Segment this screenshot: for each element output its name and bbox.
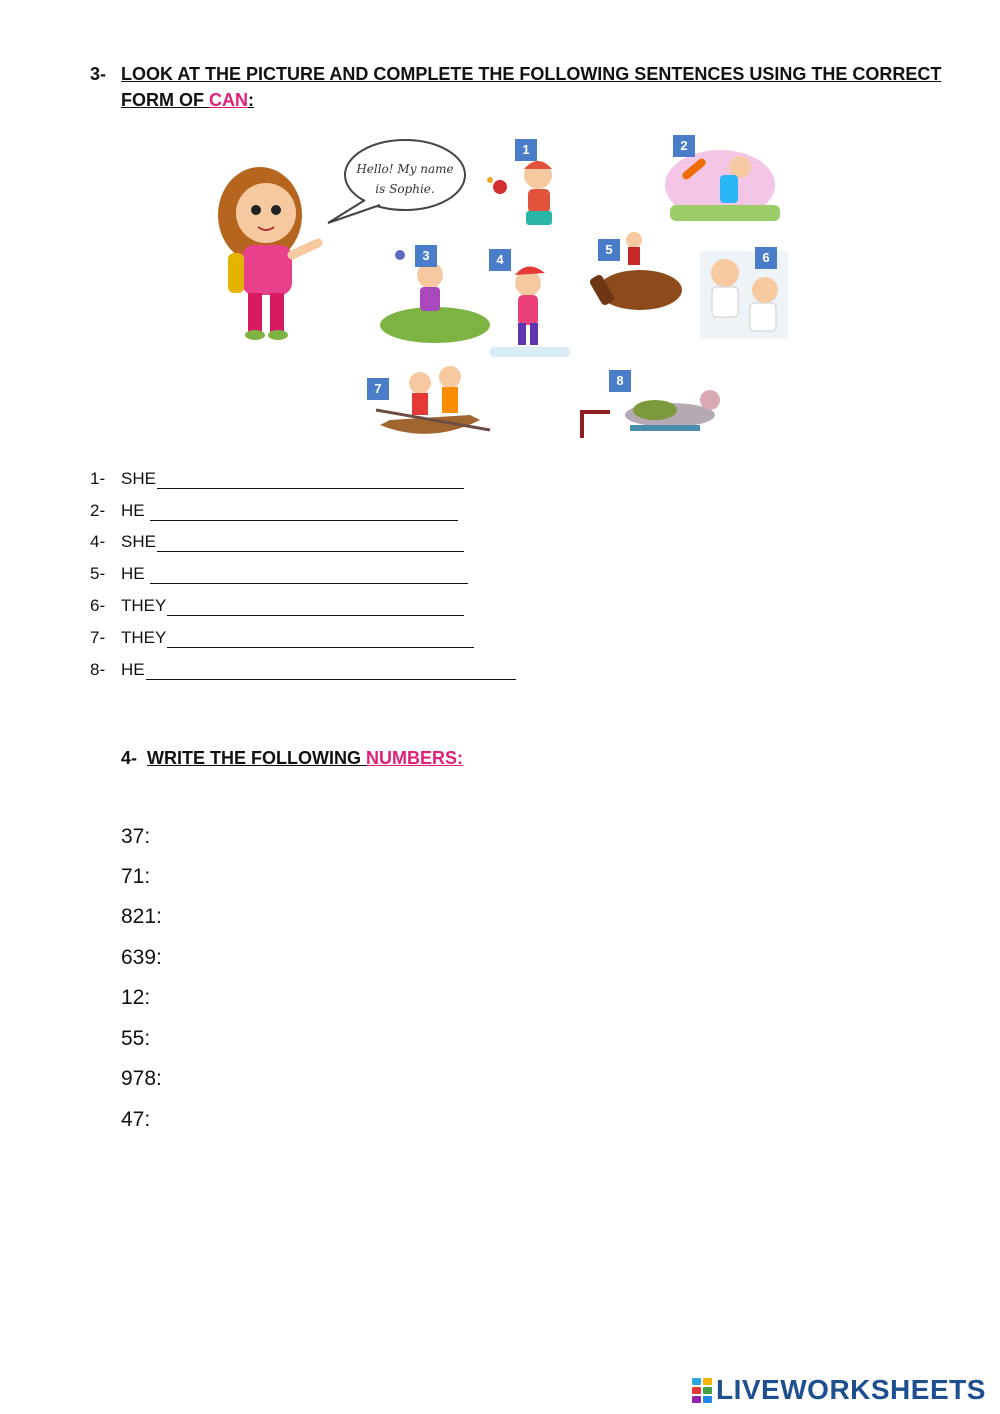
badge-1: 1 <box>515 139 537 161</box>
section-3-title-end: : <box>248 90 254 110</box>
badge-2: 2 <box>673 135 695 157</box>
rowing-figure <box>376 366 490 434</box>
answer-blank[interactable] <box>167 629 474 648</box>
badge-4: 4 <box>489 249 511 271</box>
number-item: 978: <box>121 1067 162 1090</box>
answer-blank[interactable] <box>150 565 468 584</box>
badge-5: 5 <box>598 239 620 261</box>
sentence-index: 2- <box>90 501 106 520</box>
ice-skating-figure <box>490 266 570 357</box>
sentence-8 <box>90 656 516 680</box>
brand-name: LIVEWORKSHEETS <box>716 1374 986 1405</box>
diving-figure <box>580 390 720 438</box>
section-4-title-highlight: NUMBERS: <box>366 748 464 768</box>
section-3-title-text: LOOK AT THE PICTURE AND COMPLETE THE FOLLOWING SENTENCES USING THE CORRECT FORM OF <box>121 64 942 110</box>
sentence-index: 8- <box>90 660 106 679</box>
sentence-prompt: THEY <box>121 628 167 647</box>
badge-6: 6 <box>755 247 777 269</box>
sentence-prompt: HE <box>121 564 150 583</box>
section-3-title <box>121 61 951 113</box>
logo-mark-icon <box>692 1378 712 1403</box>
skateboard-fall-figure <box>665 150 780 221</box>
section-4-title-text: WRITE THE FOLLOWING <box>147 748 367 768</box>
answer-blank[interactable] <box>157 470 464 489</box>
activities-illustration <box>200 125 800 445</box>
sentence-1 <box>90 465 464 489</box>
number-item: 71: <box>121 865 151 888</box>
sentence-5 <box>90 560 468 584</box>
answer-blank[interactable] <box>157 533 464 552</box>
answer-blank[interactable] <box>167 597 464 616</box>
sentence-index: 1- <box>90 469 106 488</box>
activities-picture <box>200 125 800 445</box>
number-item: 47: <box>121 1108 151 1131</box>
sentence-prompt: HE <box>121 501 150 520</box>
sentence-4 <box>90 528 464 552</box>
number-item: 821: <box>121 905 162 928</box>
sentence-2 <box>90 497 458 521</box>
number-item: 37: <box>121 825 151 848</box>
answer-blank[interactable] <box>146 661 516 680</box>
section-4-number: 4- <box>121 748 138 768</box>
number-item: 12: <box>121 986 151 1009</box>
answer-blank[interactable] <box>150 502 458 521</box>
number-item: 639: <box>121 946 162 969</box>
speech-line-2: is Sophie. <box>375 182 435 196</box>
sentence-prompt: SHE <box>121 469 156 488</box>
sentence-index: 4- <box>90 532 106 551</box>
sentence-prompt: HE <box>121 660 145 679</box>
badge-3: 3 <box>415 245 437 267</box>
sentence-prompt: THEY <box>121 596 167 615</box>
badge-8: 8 <box>609 370 631 392</box>
sentence-index: 6- <box>90 596 106 615</box>
number-item: 55: <box>121 1027 151 1050</box>
sentence-prompt: SHE <box>121 532 156 551</box>
speech-line-1: Hello! My name <box>356 162 454 176</box>
sophie-girl-figure <box>218 167 318 340</box>
badge-7: 7 <box>367 378 389 400</box>
sentence-7 <box>90 624 474 648</box>
liveworksheets-logo <box>692 1374 986 1406</box>
section-3-number: 3- <box>90 64 107 84</box>
sentence-index: 7- <box>90 628 106 647</box>
section-3-title-highlight: CAN <box>209 90 248 110</box>
sentence-6 <box>90 592 464 616</box>
section-4-heading <box>121 745 463 771</box>
sentence-index: 5- <box>90 564 106 583</box>
ping-pong-figure <box>487 161 552 225</box>
